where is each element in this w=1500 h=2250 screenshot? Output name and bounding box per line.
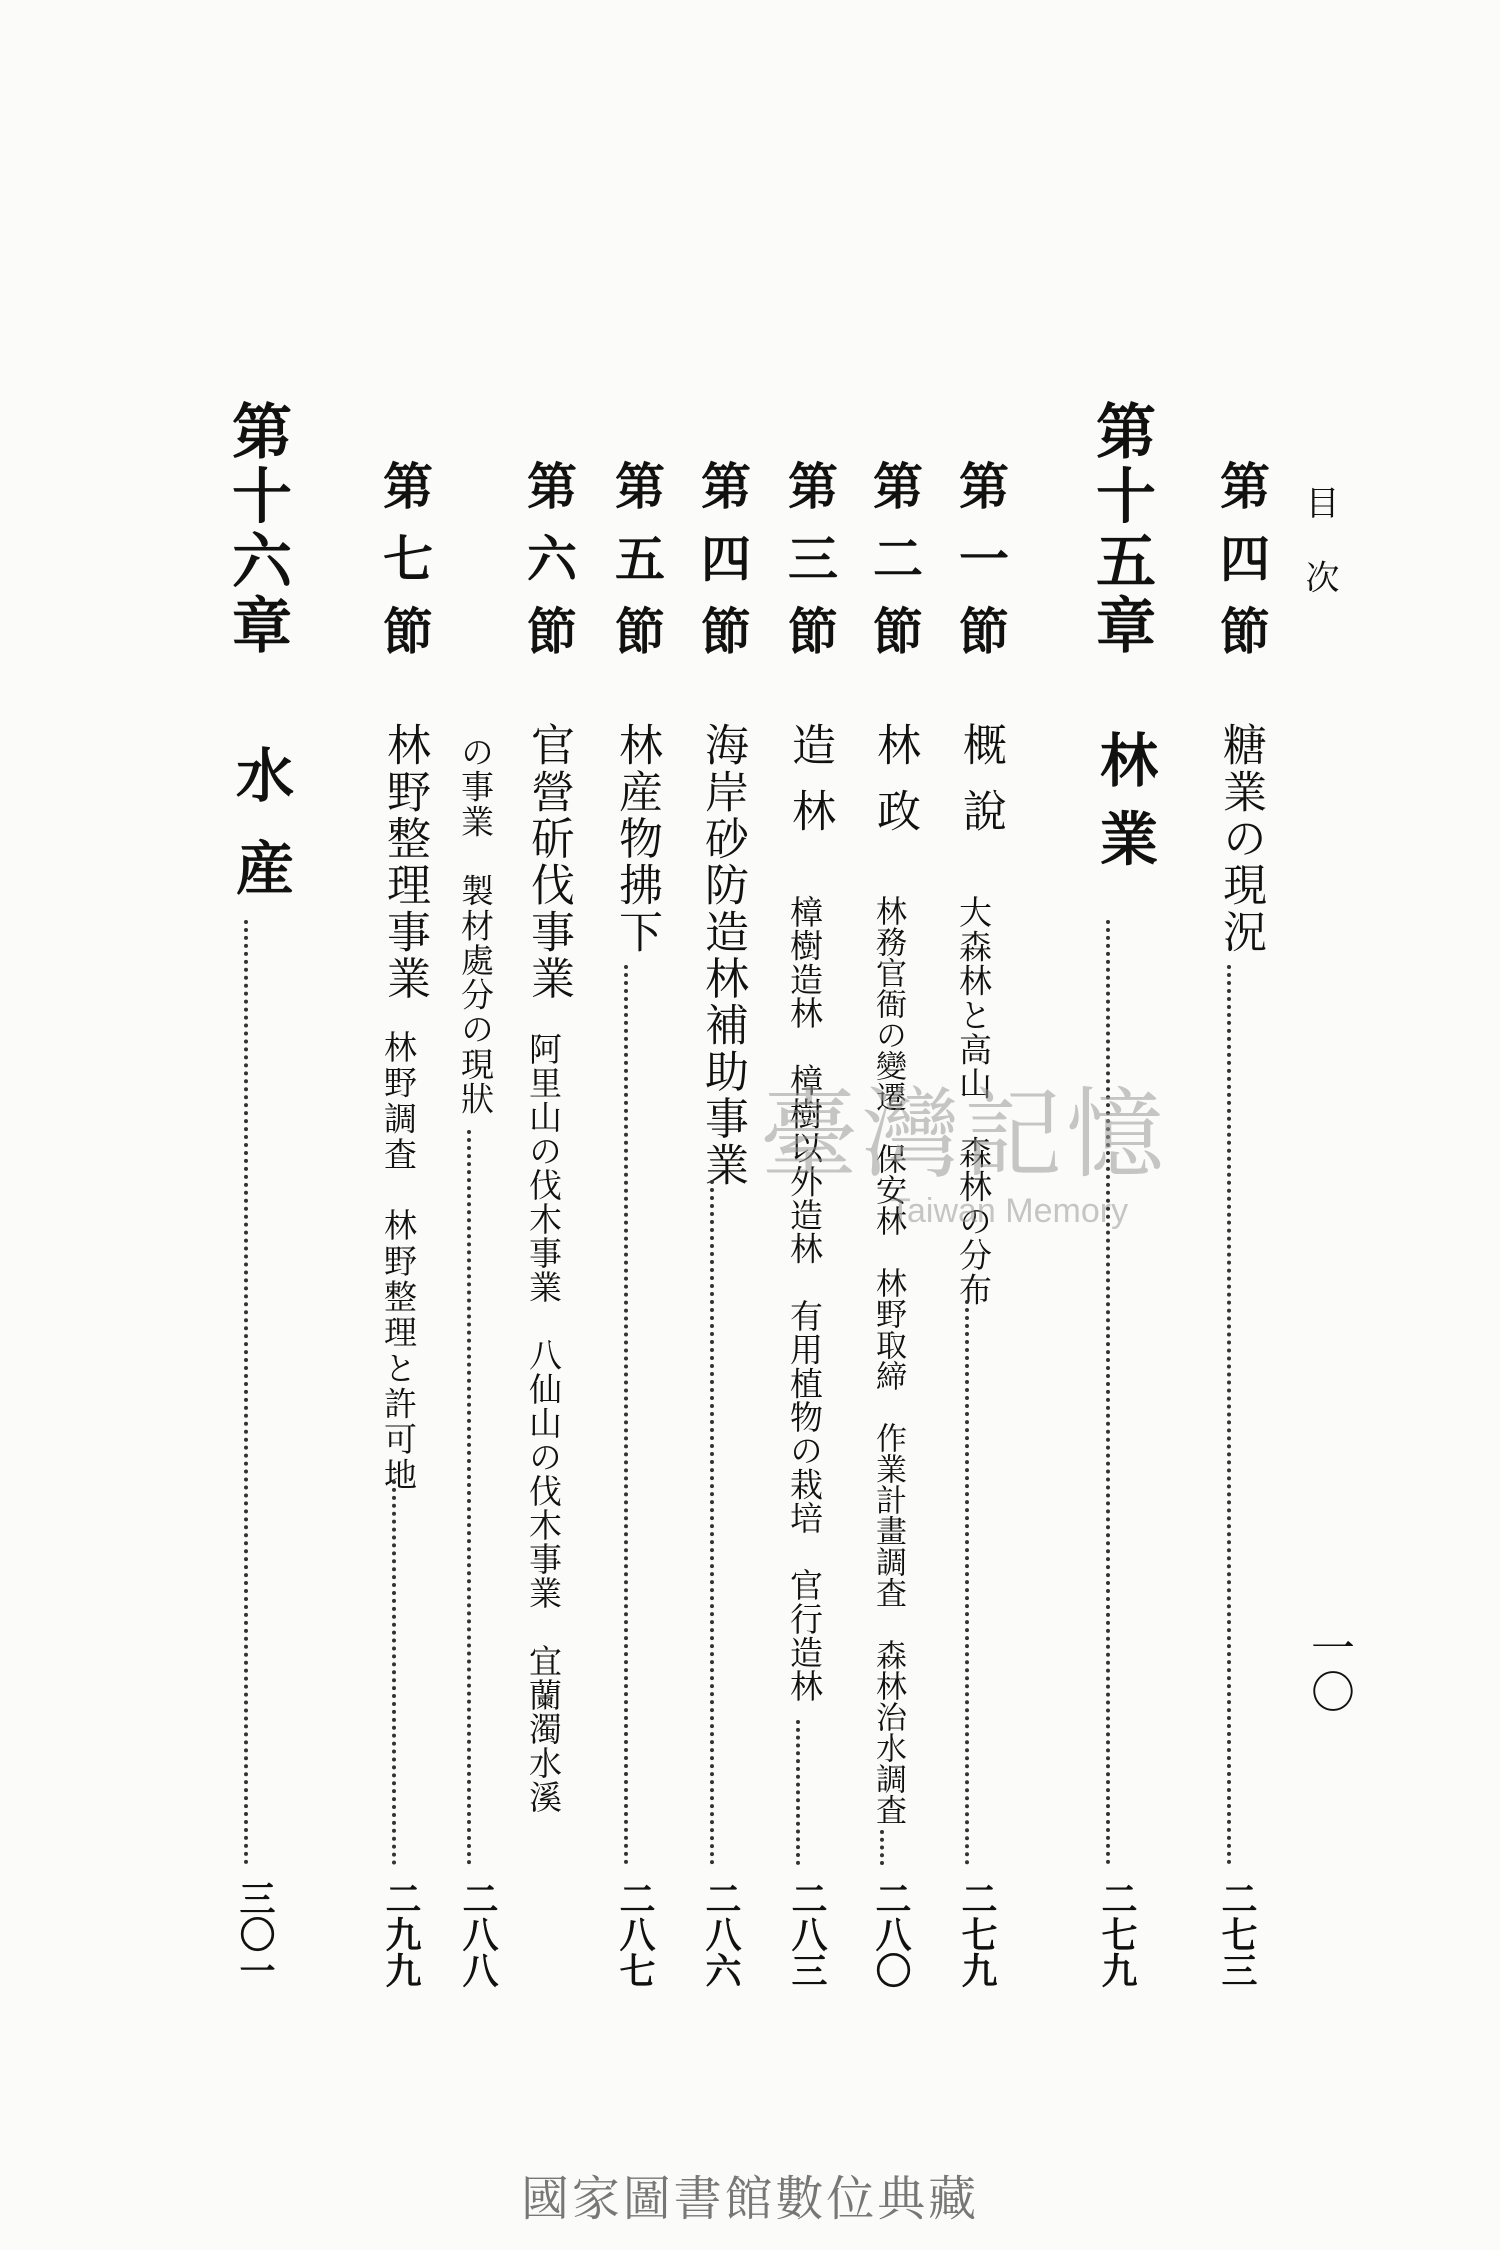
watermark-chinese: 臺灣記憶 (760, 1078, 1169, 1192)
page-ref: 二八〇 (870, 1880, 912, 1988)
entry-title: 官營斫伐事業 (523, 722, 574, 1002)
entry-title: 林業 (1090, 730, 1158, 887)
dot-leader (1106, 920, 1110, 1865)
chapter-label: 第十六章 (222, 400, 292, 660)
dot-leader (880, 1830, 884, 1865)
page-number: 一〇 (1303, 1625, 1354, 1713)
entry-title: 水産 (226, 745, 294, 931)
entry-title: 糖業の現況 (1215, 722, 1266, 956)
dot-leader (392, 1480, 396, 1865)
entry-title: 海岸砂防造林補助事業 (697, 722, 748, 1189)
chapter-label: 第十五章 (1086, 400, 1156, 660)
entry-title: 概說 (955, 722, 1006, 854)
page-ref: 二八八 (457, 1880, 499, 1988)
dot-leader (710, 1180, 714, 1865)
section-label: 第七節 (375, 460, 434, 678)
section-label: 第五節 (607, 460, 666, 678)
dot-leader (796, 1720, 800, 1865)
entry-title: 林産物拂下 (611, 722, 662, 956)
section-label: 第一節 (951, 460, 1010, 678)
running-header: 目次 (1299, 485, 1339, 635)
page-ref: 二八六 (700, 1880, 742, 1988)
entry-subtopics: 林野調査 林野整理と許可地 (379, 1030, 418, 1494)
page-ref: 二七九 (956, 1880, 998, 1988)
page-ref: 三〇一 (234, 1880, 276, 1988)
entry-title: 林野整理事業 (379, 722, 430, 1002)
entry-subtopics-continued: の事業 製材處分の現狀 (456, 735, 495, 1117)
entry-title: 造林 (784, 722, 835, 854)
entry-subtopics: 林務官衙の變遷 保安林 林野取締 作業計畫調査 森林治水調査 (870, 895, 906, 1825)
watermark-english: Taiwan Memory (890, 1192, 1129, 1230)
entry-subtopics: 樟樹造林 樟樹以外造林 有用植物の栽培 官行造林 (785, 895, 824, 1703)
section-label: 第六節 (519, 460, 578, 678)
entry-subtopics: 大森林と高山 森林の分布 (954, 895, 993, 1307)
page-ref: 二七三 (1216, 1880, 1258, 1988)
entry-subtopics: 阿里山の伐木事業 八仙山の伐木事業 宜蘭濁水溪 (524, 1032, 563, 1814)
section-label: 第四節 (1212, 460, 1271, 678)
watermark-logo (760, 1080, 1230, 1230)
section-label: 第四節 (693, 460, 752, 678)
page-ref: 二八三 (786, 1880, 828, 1988)
section-label: 第二節 (865, 460, 924, 678)
dot-leader (244, 920, 248, 1865)
footer-credit: 國家圖書館數位典藏 (521, 2171, 979, 2227)
dot-leader (965, 1300, 969, 1865)
page-ref: 二八七 (614, 1880, 656, 1988)
section-label: 第三節 (780, 460, 839, 678)
page-ref: 二七九 (1096, 1880, 1138, 1988)
dot-leader (467, 1130, 471, 1865)
dot-leader (624, 965, 628, 1865)
page-ref: 二九九 (380, 1880, 422, 1988)
entry-title: 林政 (869, 722, 920, 854)
